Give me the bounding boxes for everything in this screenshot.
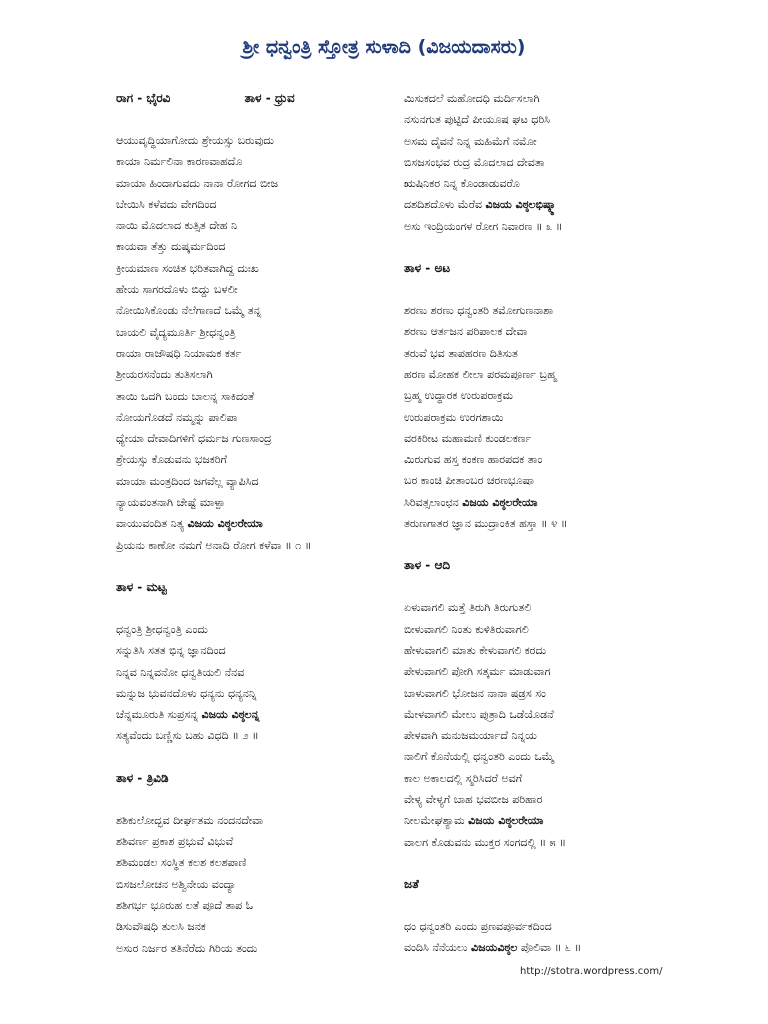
verse-line bbox=[404, 131, 704, 152]
verse-line bbox=[116, 300, 416, 321]
verse-line bbox=[116, 151, 416, 172]
verse-line bbox=[116, 471, 416, 492]
verse-line bbox=[116, 364, 416, 385]
verse-text: ಅಸಮ ದೈವನೆ ನಿನ್ನ ಮಹಿಮೆಗೆ ನಮೋ bbox=[404, 134, 537, 148]
verse-line bbox=[116, 236, 416, 257]
verse-text: ಮಾಯಾ ಮಂತ್ರದಿಂದ ಜಗವೆಲ್ಲ ವ್ಯಾಪಿಸಿದ bbox=[116, 474, 259, 488]
verse-1 bbox=[116, 130, 416, 556]
verse-text: ವಾಯುವಂದಿತ ನಿತ್ಯ bbox=[116, 517, 188, 531]
verse-text: ನಸುನಗುತ ಪುಟ್ಟಿದೆ ಪೀಯೂಷ ಘಟ ಧರಿಸಿ bbox=[404, 113, 551, 127]
verse-text: ಬಾಯಲಿ ವೈದ್ಯಮೂರ್ತಿ ಶ್ರೀಧನ್ವಂತ್ರಿ bbox=[116, 325, 236, 339]
verse-text: ಬಾಳುವಾಗಲಿ ಭೋಜನ ನಾನಾ ಷಡ್ರಸ ಸಂ bbox=[404, 686, 546, 700]
verse-text: ದಶದಿಶದೊಳು ಮೆರೆವ bbox=[404, 198, 486, 212]
verse-text: ಡಿಸುವೌಷಧಿ ತುಲಸಿ ಜನಕ bbox=[116, 920, 206, 934]
verse-text: ಸನ್ನುತಿಸಿ ಸತತ ಭಿನ್ನ ಜ್ಞಾನದಿಂದ bbox=[116, 644, 226, 658]
tala-heading-4: ತಾಳ - ಅಟ bbox=[404, 261, 451, 276]
verse-text: ಶ್ರೀಯರಸನೆಂದು ತುತಿಸಲಾಗಿ bbox=[116, 368, 213, 382]
verse-text: ಧಂ ಧನ್ವಂತರಿ ಎಂದು ಪ್ರಣವಪೂರ್ವಕದಿಂದ bbox=[404, 919, 552, 933]
verse-line bbox=[116, 279, 416, 300]
ankita-bold: ವಿಜಯ ವಿಠ್ಠಲರೇಯಾ bbox=[187, 517, 263, 531]
verse-text: ನ್ಯಾಯವಂತನಾಗಿ ಚೇಷ್ಟೆ ಮಾಳ್ಪಾ bbox=[116, 496, 225, 510]
verse-line bbox=[404, 300, 704, 321]
verse-line bbox=[404, 173, 704, 194]
verse-text: ವಂದಿಸಿ ನೆನೆಯಲು bbox=[404, 941, 472, 955]
verse-line bbox=[404, 513, 704, 534]
verse-line bbox=[116, 513, 416, 534]
verse-line bbox=[116, 831, 416, 852]
verse-text: ನಿನ್ನವ ನಿನ್ನವನೋ ಧನ್ವತಿಯಲಿ ನೆನವ bbox=[116, 665, 245, 679]
verse-line bbox=[116, 322, 416, 343]
verse-text: ಏಳುವಾಗಲಿ ಮತ್ತೆ ತಿರುಗಿ ತಿರುಗುತಲಿ bbox=[404, 601, 532, 615]
verse-text: ಹೇಳುವಾಗಲಿ ಮಾತು ಕೇಳುವಾಗಲಿ ಕರದು bbox=[404, 643, 547, 657]
verse-text: ಪೊಲಿವಾ ॥ ೬ ॥ bbox=[517, 941, 582, 955]
verse-line bbox=[116, 683, 416, 704]
verse-line bbox=[116, 173, 416, 194]
raga-tala-heading bbox=[116, 88, 416, 109]
jate-heading: ಜತೆ bbox=[404, 876, 419, 891]
verse-text: ಬರ ಕಾಂಚಿ ಪೀತಾಂಬರ ಚರಣಭೂಷಾ bbox=[404, 474, 534, 488]
verse-line bbox=[404, 661, 704, 682]
verse-line bbox=[116, 619, 416, 640]
verse-text: ನಾಲಿಗೆ ಕೊನೆಯಲ್ಲಿ ಧನ್ವಂತರಿ ಎಂದು ಒಮ್ಮೆ bbox=[404, 750, 555, 764]
verse-text: ತಾಯಿ ಒದಗಿ ಬಂದು ಬಾಲನ್ನ ಸಾಕಿದಂತೆ bbox=[116, 389, 255, 403]
tala-heading-3: ತಾಳ - ತ್ರಿವಿಡಿ bbox=[116, 770, 169, 785]
verse-line bbox=[404, 428, 704, 449]
verse-text: ಶಶಿಮಂಡಲ ಸಂಸ್ಥಿತ ಕಲಶ ಕಲಶಪಾಣಿ bbox=[116, 856, 247, 870]
verse-line bbox=[116, 810, 416, 831]
verse-line bbox=[116, 130, 416, 151]
verse-3 bbox=[116, 810, 416, 959]
verse-line bbox=[116, 874, 416, 895]
verse-text: ಕಾಯಾ ನಿರ್ಮಲಿನಾ ಕಾರಣವಾಹದೊ bbox=[116, 155, 243, 169]
verse-line bbox=[116, 895, 416, 916]
verse-line bbox=[404, 683, 704, 704]
verse-line bbox=[116, 428, 416, 449]
ankita-bold: ವಿಜಯ ವಿಠ್ಠಲನ್ನ bbox=[201, 708, 260, 722]
verse-line bbox=[404, 746, 704, 767]
verse-text: ತರುವೆ ಭವ ತಾಪಹರಣ ದಿತಿಸುತ bbox=[404, 346, 518, 360]
verse-text: ನೋಯಿಸಿಕೊಂಡು ನೆಲೆಗಾಣದೆ ಒಮ್ಮೆ ತನ್ನ bbox=[116, 304, 262, 318]
verse-text: ಉರುಪರಾಕ್ರಮ ಉರಗಶಾಯಿ bbox=[404, 410, 504, 424]
verse-text: ಅಸು ಇಂದ್ರಿಯಂಗಳ ರೋಗ ನಿವಾರಣ ॥ ೩ ॥ bbox=[404, 219, 563, 233]
verse-text: ಶರಣು ಶರಣು ಧನ್ವಂತರಿ ತಮೋಗುಣನಾಶಾ bbox=[404, 304, 554, 318]
footer-url: http://stotra.wordpress.com/ bbox=[520, 966, 663, 977]
verse-line bbox=[404, 832, 704, 853]
verse-line bbox=[404, 385, 704, 406]
verse-line bbox=[116, 343, 416, 364]
right-column bbox=[404, 88, 704, 959]
verse-6 bbox=[404, 916, 704, 959]
verse-text: ಕಾಯವಾ ತೆತ್ತು ದುಷ್ಕರ್ಮದಿಂದ bbox=[116, 240, 226, 254]
ankita-bold: ವಿಜಯವಿಠ್ಠಲ bbox=[471, 941, 518, 955]
verse-line bbox=[404, 704, 704, 725]
verse-line bbox=[404, 768, 704, 789]
verse-line bbox=[404, 407, 704, 428]
verse-text: ಧನ್ವಂತ್ರಿ ಶ್ರೀಧನ್ವಂತ್ರಿ ಎಂದು bbox=[116, 622, 208, 636]
verse-4 bbox=[404, 300, 704, 534]
verse-text: ಮನ್ನುಜ ಭುವನದೊಳು ಧನ್ಯನು ಧನ್ಯನನ್ನಿ bbox=[116, 686, 257, 700]
verse-text: ವಾಲಗ ಕೊಡುವನು ಮುಕ್ತರ ಸಂಗದಲ್ಲಿ ॥ ೫ ॥ bbox=[404, 835, 566, 849]
verse-line bbox=[116, 725, 416, 746]
verse-line bbox=[404, 364, 704, 385]
verse-line bbox=[404, 152, 704, 173]
verse-text: ಮಿಸುಕದಲೆ ಮಹೋದಧಿ ಮರ್ದಿಸಲಾಗಿ bbox=[404, 92, 540, 105]
verse-text: ಧ್ಯೇಯಾ ದೇವಾದಿಗಳಿಗೆ ಧರ್ಮಜ ಗುಣಸಾಂದ್ರ bbox=[116, 432, 272, 446]
verse-text: ನೀಲಮೇಘಶ್ಯಾಮ bbox=[404, 814, 469, 828]
verse-text: ಪೇಳುವಾಗಲಿ ಪೋಗಿ ಸತ್ಕರ್ಮ ಮಾಡುವಾಗ bbox=[404, 665, 551, 679]
verse-text: ನಾಯಿ ಮೊದಲಾದ ಕುತ್ಸಿತ ದೇಹ ನಿ bbox=[116, 219, 238, 233]
verse-text: ಮಿರುಗುವ ಹಸ್ತ ಕಂಕಣ ಹಾರಪದಕ ತಾಂ bbox=[404, 453, 543, 467]
verse-line bbox=[404, 449, 704, 470]
verse-line bbox=[116, 215, 416, 236]
ankita-bold: ವಿಜಯ ವಿಠ್ಠಲಭಿಷ್ಕ್ಮಾ bbox=[485, 198, 558, 212]
verse-line bbox=[116, 938, 416, 959]
verse-text: ಚೆನ್ನಮೂರುತಿ ಸುಪ್ರಸನ್ನ bbox=[116, 708, 202, 722]
raga-label: ರಾಗ - ಭೈರವಿ bbox=[116, 91, 171, 105]
verse-line bbox=[404, 216, 704, 237]
verse-text: ಹರಣ ಮೋಹಕ ಲೀಲಾ ಪರಮಪೂರ್ಣ ಬ್ರಹ್ಮ bbox=[404, 367, 557, 381]
verse-line bbox=[404, 789, 704, 810]
verse-line bbox=[116, 492, 416, 513]
verse-text: ಅಸುರ ನಿರ್ಜರ ತತಿನೆರೆದು ಗಿರಿಯ ತಂದು bbox=[116, 941, 258, 955]
verse-text: ವರಕಿರೀಟ ಮಹಾಮಣಿ ಕುಂಡಲಕರ್ಣ bbox=[404, 431, 532, 445]
ankita-bold: ವಿಜಯ ವಿಠ್ಠಲರೇಯಾ bbox=[462, 495, 538, 509]
verse-line bbox=[404, 194, 704, 215]
verse-text: ಋಷಿನಿಕರ ನಿನ್ನ ಕೊಂಡಾಡುವರೊ bbox=[404, 177, 520, 191]
verse-line bbox=[404, 810, 704, 831]
verse-line bbox=[404, 937, 704, 958]
verse-text: ಬ್ರಹ್ಮ ಉದ್ಧಾರಕ ಉರುಪರಾಕ್ರಮ bbox=[404, 389, 514, 403]
left-column bbox=[116, 88, 416, 959]
verse-line bbox=[404, 725, 704, 746]
verse-text: ಆಯುವೃದ್ಧಿಯಾಗೋದು ಶ್ರೇಯಸ್ಸು ಬರುವುದು bbox=[116, 134, 275, 147]
verse-line bbox=[404, 597, 704, 618]
verse-text: ಸತ್ಯವೆಂದು ಬಣ್ಣಿಸು ಬಹು ವಿಧದಿ ॥ ೨ ॥ bbox=[116, 729, 259, 743]
verse-text: ತರುಣಗಾತರ ಜ್ಞಾನ ಮುದ್ರಾಂಕಿತ ಹಸ್ತಾ ॥ ೪ ॥ bbox=[404, 517, 568, 531]
verse-line bbox=[116, 704, 416, 725]
verse-text: ಶಶಿಗರ್ಭ ಭೂರುಹ ಲತೆ ಪೂದೆ ತಾಪ ಓ bbox=[116, 898, 254, 912]
verse-text: ಪ್ರಿಯನು ಕಾಣೋ ನಮಗೆ ಅನಾದಿ ರೋಗ ಕಳೆವಾ ॥ ೧ ॥ bbox=[116, 538, 312, 552]
verse-text: ನೋಯಗೊಡದೆ ನಮ್ಮನ್ನು ಪಾಲಿಪಾ bbox=[116, 410, 238, 424]
verse-text: ಬೇಯಿಸಿ ಕಳೆವದು ವೇಗದಿಂದ bbox=[116, 197, 217, 211]
verse-line bbox=[404, 88, 704, 109]
verse-text: ಬಿಸಜಸಂಭವ ರುದ್ರ ಮೊದಲಾದ ದೇವತಾ bbox=[404, 155, 545, 169]
tala-heading-5: ತಾಳ - ಆದಿ bbox=[404, 558, 451, 573]
verse-5 bbox=[404, 597, 704, 853]
verse-line bbox=[116, 194, 416, 215]
verse-text: ವೇಳ್ಯ ವೇಳ್ಯಗೆ ಬಾಹ ಭವಬೀಜ ಪರಿಹಾರ bbox=[404, 793, 543, 807]
verse-text: ಕ್ರೀಯಮಾಣ ಸಂಚಿತ ಭರಿತವಾಗಿದ್ದ ದುಃಖ bbox=[116, 261, 259, 275]
verse-line bbox=[116, 407, 416, 428]
verse-line bbox=[116, 449, 416, 470]
verse-line bbox=[404, 916, 704, 937]
tala-heading-2: ತಾಳ - ಮಟ್ಟ bbox=[116, 579, 167, 594]
verse-line bbox=[116, 662, 416, 683]
verse-text: ಪೇಳವಾಗಿ ಮನುಜಮರ್ಯಾದೆ ನಿನ್ನಯ bbox=[404, 729, 537, 743]
verse-text: ರಾಯಾ ರಾಜೌಷಧಿ ನಿಯಾಮಕ ಕರ್ತ bbox=[116, 346, 242, 360]
verse-line bbox=[116, 258, 416, 279]
verse-line bbox=[116, 386, 416, 407]
verse-line bbox=[116, 640, 416, 661]
verse-line bbox=[404, 640, 704, 661]
tala-label: ತಾಳ - ಧ್ರುವ bbox=[244, 91, 295, 105]
verse-line bbox=[404, 619, 704, 640]
verse-text: ಬೀಳುವಾಗಲಿ ನಿಂತು ಕುಳಿತಿರುವಾಗಲಿ bbox=[404, 622, 529, 636]
verse-text: ಸಿರಿವತ್ಸಲಾಂಛನ bbox=[404, 495, 463, 509]
verse-line bbox=[116, 535, 416, 556]
verse-text: ಮೇಳವಾಗಲಿ ಮೇಲು ಪುತ್ರಾದಿ ಒಡೆಯೊಡನೆ bbox=[404, 707, 554, 721]
verse-3-continued bbox=[404, 88, 704, 237]
verse-text: ಶರಣು ಆರ್ತಜನ ಪರಿಪಾಲಕ ದೇವಾ bbox=[404, 325, 528, 339]
verse-text: ಮಾಯಾ ಹಿಂದಾಗುವದು ನಾನಾ ರೋಗದ ಬೀಜ bbox=[116, 176, 278, 190]
verse-text: ಶಶಿಕುಲೋದ್ಭವ ದೀರ್ಘತಮ ನಂದನದೇವಾ bbox=[116, 813, 264, 827]
verse-text: ಶಶಿವರ್ಣ ಪ್ರಕಾಶ ಪ್ರಭುವೆ ವಿಭುವೆ bbox=[116, 835, 234, 849]
verse-line bbox=[404, 470, 704, 491]
verse-text: ಹೇಯ ಸಾಗರದೊಳು ಬಿದ್ದು ಬಳಲೀ bbox=[116, 283, 238, 297]
verse-line bbox=[116, 916, 416, 937]
verse-text: ಕಾಲ ಅಕಾಲದಲ್ಲಿ ಸ್ಮರಿಸಿದರೆ ಅವಗೆ bbox=[404, 771, 523, 785]
verse-line bbox=[404, 321, 704, 342]
verse-line bbox=[404, 492, 704, 513]
verse-line bbox=[404, 109, 704, 130]
page-title: ಶ್ರೀ ಧನ್ವಂತ್ರಿ ಸ್ತೋತ್ರ ಸುಳಾದಿ (ವಿಜಯದಾಸರು) bbox=[242, 36, 526, 58]
verse-line bbox=[404, 343, 704, 364]
verse-line bbox=[116, 852, 416, 873]
verse-text: ಶ್ರೇಯಸ್ಸು ಕೊಡುವನು ಭಜಕರಿಗೆ bbox=[116, 453, 227, 467]
verse-2 bbox=[116, 619, 416, 747]
verse-text: ಬಿಸಜಲೋಚನ ಅಶ್ವಿನೇಯ ವಂದ್ಯಾ bbox=[116, 877, 237, 891]
ankita-bold: ವಿಜಯ ವಿಠ್ಠಲರೇಯಾ bbox=[468, 814, 544, 828]
